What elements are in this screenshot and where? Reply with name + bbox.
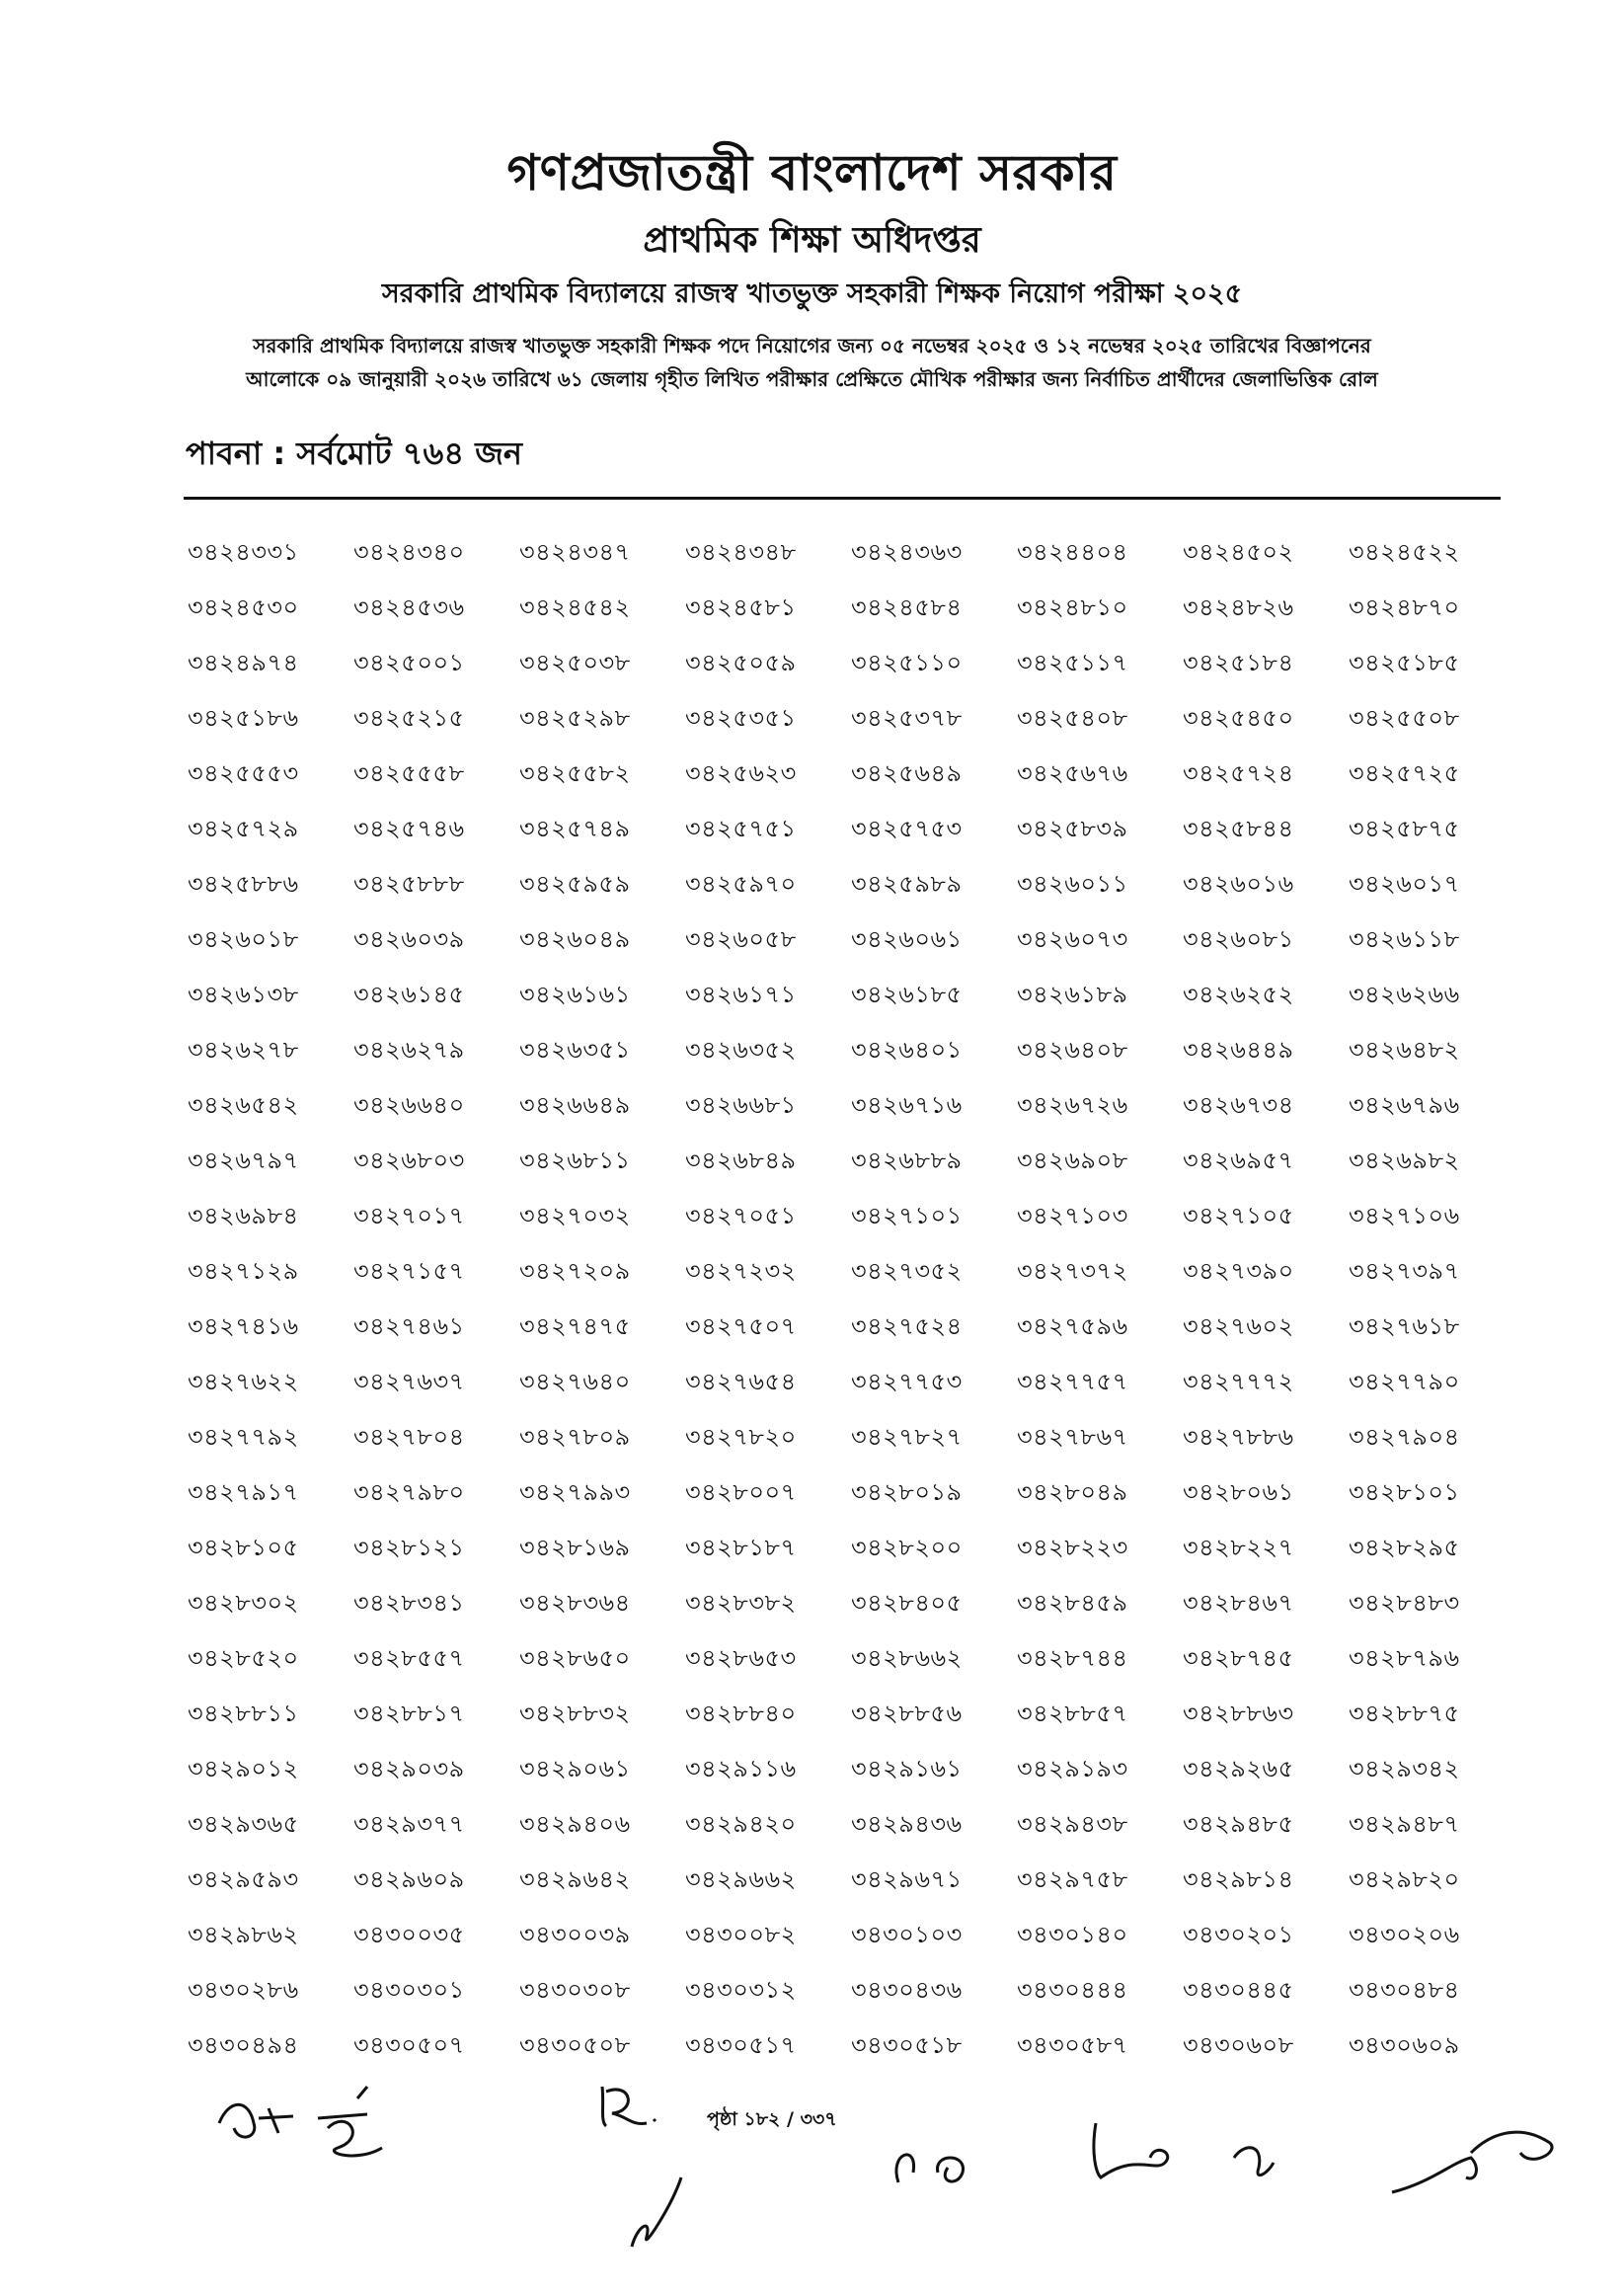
roll-number: ৩৪২৮২২৩ [1017,1534,1128,1561]
roll-number: ৩৪২৮৭৪৫ [1183,1644,1294,1672]
roll-number: ৩৪২৫২১৫ [353,704,465,732]
government-title: গণপ্রজাতন্ত্রী বাংলাদেশ সরকার [506,144,1118,201]
roll-number: ৩৪২৬০৬১ [851,925,963,953]
roll-number: ৩৪২৭৬৫৪ [685,1368,797,1395]
roll-number: ৩৪৩০১৪০ [1017,1921,1128,1948]
roll-number: ৩৪২৯৭৫৮ [1017,1865,1128,1893]
roll-number: ৩৪২৬২৫২ [1183,981,1294,1008]
roll-number: ৩৪৩০২০৬ [1349,1921,1460,1948]
roll-number: ৩৪২৫৮৪৪ [1183,815,1294,842]
roll-number: ৩৪২৮৮৩২ [519,1700,631,1727]
roll-number: ৩৪২৭৫৯৬ [1017,1312,1128,1340]
roll-number: ৩৪২৬৭২৬ [1017,1091,1128,1119]
roll-number: ৩৪২৬১৮৯ [1017,981,1128,1008]
roll-number: ৩৪২৬০১৮ [188,925,299,953]
signature-3 [622,2168,701,2256]
roll-number: ৩৪২৫০৫৯ [685,649,797,676]
roll-number: ৩৪২৭৬২২ [188,1368,299,1395]
roll-number: ৩৪২৬১৬১ [519,981,631,1008]
roll-number: ৩৪২৬৯৫৭ [1183,1147,1294,1174]
roll-number: ৩৪২৬০১১ [1017,870,1128,898]
roll-number: ৩৪২৮৩৬৪ [519,1589,631,1617]
roll-number: ৩৪২৪৫৮৪ [851,593,963,621]
roll-number: ৩৪২৮৩৮২ [685,1589,797,1617]
roll-number: ৩৪২৭১০৬ [1349,1202,1460,1229]
roll-number: ৩৪২৪৩৬৩ [851,538,963,566]
roll-number: ৩৪২৬১৮৫ [851,981,963,1008]
roll-number: ৩৪২৯০৩৯ [353,1755,465,1782]
roll-number: ৩৪২৭১৫৭ [353,1257,465,1285]
roll-number: ৩৪২৮০১৯ [851,1478,963,1506]
roll-number: ৩৪২৫৭৫৩ [851,815,963,842]
roll-number: ৩৪২৭০১৭ [353,1202,465,1229]
roll-number-grid [188,534,1501,2083]
roll-number: ৩৪৩০৩১২ [685,1976,797,2004]
roll-number: ৩৪২৮২০০ [851,1534,963,1561]
roll-number: ৩৪২৭৯১৭ [188,1478,299,1506]
roll-number: ৩৪২৮০৬১ [1183,1478,1294,1506]
roll-number: ৩৪২৯৮১৪ [1183,1865,1294,1893]
roll-number: ৩৪২৭৬১৮ [1349,1312,1460,1340]
roll-number: ৩৪৩০৪৪৫ [1183,1976,1294,2004]
roll-number: ৩৪২৯৪৮৭ [1349,1810,1460,1838]
roll-number: ৩৪২৫১১৭ [1017,649,1128,676]
roll-number: ৩৪২৭৫০৭ [685,1312,797,1340]
roll-number: ৩৪২৪৩৪৭ [519,538,631,566]
roll-number: ৩৪৩০০৮২ [685,1921,797,1948]
roll-number: ৩৪২৮০০৭ [685,1478,797,1506]
roll-number: ৩৪২৭৬৪০ [519,1368,631,1395]
roll-number: ৩৪৩০০৩৯ [519,1921,631,1948]
roll-number: ৩৪২৬২৬৬ [1349,981,1460,1008]
roll-number: ৩৪২৫৯৮৯ [851,870,963,898]
roll-number: ৩৪২৫৬৭৬ [1017,759,1128,787]
roll-number: ৩৪২৫১৮৫ [1349,649,1460,676]
roll-number: ৩৪২৪৫৪২ [519,593,631,621]
roll-number: ৩৪২৭৭৭২ [1183,1368,1294,1395]
roll-number: ৩৪২৭৮০৯ [519,1423,631,1451]
roll-number: ৩৪২৮৮৪০ [685,1700,797,1727]
roll-number: ৩৪২৬১৩৮ [188,981,299,1008]
roll-number: ৩৪২৮৮৭৫ [1349,1700,1460,1727]
roll-number: ৩৪২৭৫২৪ [851,1312,963,1340]
roll-number: ৩৪২৭৭৯২ [188,1423,299,1451]
roll-number: ৩৪২৬৭৯৬ [1349,1091,1460,1119]
roll-number: ৩৪২৯৪৩৬ [851,1810,963,1838]
exam-title: সরকারি প্রাথমিক বিদ্যালয়ে রাজস্ব খাতভুক্ত সহকারী শিক্ষক নিয়োগ পরীক্ষা ২০২৫ [381,278,1243,309]
roll-number: ৩৪৩০৩০৮ [519,1976,631,2004]
roll-number: ৩৪২৯৩৪২ [1349,1755,1460,1782]
roll-number: ৩৪২৬০৩৯ [353,925,465,953]
roll-number: ৩৪২৮৮৬৩ [1183,1700,1294,1727]
roll-number: ৩৪২৫৪০৮ [1017,704,1128,732]
roll-number: ৩৪২৭০৫১ [685,1202,797,1229]
roll-number: ৩৪২৭৮৬৭ [1017,1423,1128,1451]
roll-number: ৩৪৩০৫১৭ [685,2031,797,2059]
roll-number: ৩৪২৯০৬১ [519,1755,631,1782]
roll-number: ৩৪২৫০৩৮ [519,649,631,676]
roll-number: ৩৪২৭১২৯ [188,1257,299,1285]
heading-divider [184,497,1501,500]
roll-number: ৩৪২৫২৯৮ [519,704,631,732]
roll-number: ৩৪২৭২০৯ [519,1257,631,1285]
roll-number: ৩৪২৭৮২৭ [851,1423,963,1451]
roll-number: ৩৪২৬৮০৩ [353,1147,465,1174]
roll-number: ৩৪২৯৪০৬ [519,1810,631,1838]
roll-number: ৩৪২৮২২৭ [1183,1534,1294,1561]
roll-number: ৩৪২৮৬৬২ [851,1644,963,1672]
roll-number: ৩৪২৬২৭৯ [353,1036,465,1064]
department-title: প্রাথমিক শিক্ষা অধিদপ্তর [643,220,981,261]
roll-number: ৩৪৩০৪৪৪ [1017,1976,1128,2004]
roll-number: ৩৪৩০২০১ [1183,1921,1294,1948]
roll-number: ৩৪২৭৪১৬ [188,1312,299,1340]
roll-number: ৩৪২৬০৭৩ [1017,925,1128,953]
roll-number: ৩৪২৬৭৯৭ [188,1147,299,1174]
roll-number: ৩৪২৪৫৩৬ [353,593,465,621]
roll-number: ৩৪২৫৫০৮ [1349,704,1460,732]
roll-number: ৩৪২৯১৯৩ [1017,1755,1128,1782]
roll-number: ৩৪২৬৫৪২ [188,1091,299,1119]
roll-number: ৩৪২৫৯৭০ [685,870,797,898]
roll-number: ৩৪২৮৮১৭ [353,1700,465,1727]
roll-number: ৩৪২৮৬৫৩ [685,1644,797,1672]
roll-number: ৩৪২৮২৯৫ [1349,1534,1460,1561]
roll-number: ৩৪২৪৩৪৮ [685,538,797,566]
notice-line-1: সরকারি প্রাথমিক বিদ্যালয়ে রাজস্ব খাতভুক্ত সহকারী শিক্ষক পদে নিয়োগের জন্য ০৫ নভেম্বর ২০২৫ ও ১২ নভেম্বর ২০২৫ তারিখের বিজ্ঞাপনের [253,334,1371,357]
roll-number: ৩৪২৬৮৪৯ [685,1147,797,1174]
roll-number: ৩৪২৭৮২০ [685,1423,797,1451]
roll-number: ৩৪২৭৪৭৫ [519,1312,631,1340]
roll-number: ৩৪২৯৪৩৮ [1017,1810,1128,1838]
roll-number: ৩৪২৮০৪৯ [1017,1478,1128,1506]
roll-number: ৩৪২৯৩৭৭ [353,1810,465,1838]
roll-number: ৩৪২৬৭১৬ [851,1091,963,1119]
roll-number: ৩৪২৯৫৯৩ [188,1865,299,1893]
roll-number: ৩৪২৮১০৫ [188,1534,299,1561]
roll-number: ৩৪২৫৭৫১ [685,815,797,842]
roll-number: ৩৪২৪৫৮১ [685,593,797,621]
roll-number: ৩৪২৭৮৮৬ [1183,1423,1294,1451]
roll-number: ৩৪২৫৭৪৯ [519,815,631,842]
roll-number: ৩৪২৭৯৮০ [353,1478,465,1506]
roll-number: ৩৪২৬০১৭ [1349,870,1460,898]
signature-2 [592,2082,671,2141]
roll-number: ৩৪২৫৭২৯ [188,815,299,842]
roll-number: ৩৪২৫৩৫১ [685,704,797,732]
roll-number: ৩৪২৫১৮৬ [188,704,299,732]
roll-number: ৩৪২৮৪৫৯ [1017,1589,1128,1617]
roll-number: ৩৪৩০৪৩৬ [851,1976,963,2004]
roll-number: ৩৪২৮৭৯৬ [1349,1644,1460,1672]
roll-number: ৩৪২৮১৬৯ [519,1534,631,1561]
roll-number: ৩৪২৬৪৮২ [1349,1036,1460,1064]
roll-number: ৩৪২৫৫৮২ [519,759,631,787]
roll-number: ৩৪২৬২৭৮ [188,1036,299,1064]
roll-number: ৩৪২৫৬২৩ [685,759,797,787]
roll-number: ৩৪২৪৩৩১ [188,538,299,566]
roll-number: ৩৪২৭৩৯০ [1183,1257,1294,1285]
roll-number: ৩৪২৫৭২৫ [1349,759,1460,787]
roll-number: ৩৪২৮৩০২ [188,1589,299,1617]
roll-number: ৩৪২৭৭৫৭ [1017,1368,1128,1395]
roll-number: ৩৪২৯৮২০ [1349,1865,1460,1893]
roll-number: ৩৪২৯৬৬২ [685,1865,797,1893]
roll-number: ৩৪৩০৫০৮ [519,2031,631,2059]
roll-number: ৩৪২৬০৫৮ [685,925,797,953]
roll-number: ৩৪২৭১০১ [851,1202,963,1229]
roll-number: ৩৪২৬৬৪০ [353,1091,465,1119]
roll-number: ৩৪৩০৫১৮ [851,2031,963,2059]
roll-number: ৩৪২৪৩৪০ [353,538,465,566]
roll-number: ৩৪২৯৪৮৫ [1183,1810,1294,1838]
roll-number: ৩৪৩০৪৯৪ [188,2031,299,2059]
roll-number: ৩৪২৬০৪৯ [519,925,631,953]
roll-number: ৩৪২৭৮০৪ [353,1423,465,1451]
roll-number: ৩৪২৬৯০৮ [1017,1147,1128,1174]
roll-number: ৩৪২৭৭৫৩ [851,1368,963,1395]
roll-number: ৩৪২৯৮৬২ [188,1921,299,1948]
roll-number: ৩৪৩০১০৩ [851,1921,963,1948]
roll-number: ৩৪৩০০৩৫ [353,1921,465,1948]
roll-number: ৩৪২৮৬৫০ [519,1644,631,1672]
roll-number: ৩৪৩০৫০৭ [353,2031,465,2059]
roll-number: ৩৪২৪৫২২ [1349,538,1460,566]
roll-number: ৩৪২৬৬৪৯ [519,1091,631,1119]
roll-number: ৩৪৩০৬০৯ [1349,2031,1460,2059]
district-heading: পাবনা : সর্বমোট ৭৬৪ জন [186,435,522,472]
roll-number: ৩৪২৫৭২৪ [1183,759,1294,787]
roll-number: ৩৪২৮৮১১ [188,1700,299,1727]
roll-number: ৩৪২৫৯৫৯ [519,870,631,898]
roll-number: ৩৪২৭৯৯৩ [519,1478,631,1506]
roll-number: ৩৪২৭৩৯৭ [1349,1257,1460,1285]
roll-number: ৩৪২৮৮৫৬ [851,1700,963,1727]
roll-number: ৩৪২৯১১৬ [685,1755,797,1782]
roll-number: ৩৪২৯৬৭১ [851,1865,963,1893]
signature-4 [879,2113,1589,2212]
roll-number: ৩৪২৬১৭১ [685,981,797,1008]
roll-number: ৩৪২৮৪০৫ [851,1589,963,1617]
roll-number: ৩৪২৪৮৭০ [1349,593,1460,621]
roll-number: ৩৪২৬৯৮৪ [188,1202,299,1229]
roll-number: ৩৪২৯০১২ [188,1755,299,1782]
roll-number: ৩৪২৮৪৬৭ [1183,1589,1294,1617]
roll-number: ৩৪২৭২৩২ [685,1257,797,1285]
roll-number: ৩৪২৫০০১ [353,649,465,676]
roll-number: ৩৪২৬৭৩৪ [1183,1091,1294,1119]
roll-number: ৩৪২৫১১০ [851,649,963,676]
roll-number: ৩৪২৬১৪৫ [353,981,465,1008]
roll-number: ৩৪২৪৯৭৪ [188,649,299,676]
roll-number: ৩৪২৬০৮১ [1183,925,1294,953]
roll-number: ৩৪২৪৪০৪ [1017,538,1128,566]
roll-number: ৩৪২৬১১৮ [1349,925,1460,953]
roll-number: ৩৪২৮১০১ [1349,1478,1460,1506]
roll-number: ৩৪২৯৩৬৫ [188,1810,299,1838]
roll-number: ৩৪২৬০১৬ [1183,870,1294,898]
roll-number: ৩৪২৭৬৩৭ [353,1368,465,1395]
roll-number: ৩৪২৭৭৯০ [1349,1368,1460,1395]
roll-number: ৩৪২৬৬৮১ [685,1091,797,1119]
roll-number: ৩৪২৭১০৫ [1183,1202,1294,1229]
roll-number: ৩৪২৫৮৮৮ [353,870,465,898]
roll-number: ৩৪২৮১২১ [353,1534,465,1561]
roll-number: ৩৪২৫৭৪৬ [353,815,465,842]
roll-number: ৩৪২৬৮১১ [519,1147,631,1174]
roll-number: ৩৪২৯২৬৫ [1183,1755,1294,1782]
roll-number: ৩৪২৫১৮৪ [1183,649,1294,676]
roll-number: ৩৪২৪৫৩০ [188,593,299,621]
page-number: পৃষ্ঠা ১৮২ / ৩৩৭ [707,2108,837,2130]
roll-number: ৩৪২৮৫২০ [188,1644,299,1672]
roll-number: ৩৪২৮৮৫৭ [1017,1700,1128,1727]
roll-number: ৩৪২৬৪০১ [851,1036,963,1064]
roll-number: ৩৪২৫৮৩৯ [1017,815,1128,842]
roll-number: ৩৪৩০৩০১ [353,1976,465,2004]
roll-number: ৩৪২৪৫০২ [1183,538,1294,566]
roll-number: ৩৪২৯১৬১ [851,1755,963,1782]
roll-number: ৩৪২৫৮৭৫ [1349,815,1460,842]
roll-number: ৩৪২৬৯৮২ [1349,1147,1460,1174]
roll-number: ৩৪৩০৪৮৪ [1349,1976,1460,2004]
roll-number: ৩৪২৮৩৪১ [353,1589,465,1617]
roll-number: ৩৪২৭৪৬১ [353,1312,465,1340]
roll-number: ৩৪২৫৫৫৮ [353,759,465,787]
roll-number: ৩৪২৬৪৪৯ [1183,1036,1294,1064]
roll-number: ৩৪২৭৩৫২ [851,1257,963,1285]
notice-description [183,329,1441,396]
roll-number: ৩৪২৫৬৪৯ [851,759,963,787]
roll-number: ৩৪৩০২৮৬ [188,1976,299,2004]
roll-number: ৩৪২৬৩৫১ [519,1036,631,1064]
roll-number: ৩৪২৬৩৫২ [685,1036,797,1064]
roll-number: ৩৪২৬৪০৮ [1017,1036,1128,1064]
roll-number: ৩৪২৫৮৮৬ [188,870,299,898]
roll-number: ৩৪২৮৪৮৩ [1349,1589,1460,1617]
roll-number: ৩৪২৫৪৫০ [1183,704,1294,732]
roll-number: ৩৪৩০৫৮৭ [1017,2031,1128,2059]
roll-number: ৩৪২৭১০৩ [1017,1202,1128,1229]
roll-number: ৩৪৩০৬০৮ [1183,2031,1294,2059]
roll-number: ৩৪২৫৫৫৩ [188,759,299,787]
notice-line-2: আলোকে ০৯ জানুয়ারী ২০২৬ তারিখে ৬১ জেলায় গৃহীত লিখিত পরীক্ষার প্রেক্ষিতে মৌখিক পরীক্ষার জন্য নির্বাচিত প্রার্থীদের জেলাভিত্তিক রোল [246,367,1378,391]
roll-number: ৩৪২৪৮১০ [1017,593,1128,621]
roll-number: ৩৪২৬৮৮৯ [851,1147,963,1174]
roll-number: ৩৪২৯৬০৯ [353,1865,465,1893]
roll-number: ৩৪২৮৫৫৭ [353,1644,465,1672]
roll-number: ৩৪২৯৬৪২ [519,1865,631,1893]
roll-number: ৩৪২৪৮২৬ [1183,593,1294,621]
roll-number: ৩৪২৯৪২০ [685,1810,797,1838]
roll-number: ৩৪২৮৭৪৪ [1017,1644,1128,1672]
roll-number: ৩৪২৮১৮৭ [685,1534,797,1561]
signature-1 [209,2079,407,2168]
roll-number: ৩৪২৭০৩২ [519,1202,631,1229]
roll-number: ৩৪২৭৯০৪ [1349,1423,1460,1451]
roll-number: ৩৪২৭৬০২ [1183,1312,1294,1340]
roll-number: ৩৪২৭৩৭২ [1017,1257,1128,1285]
roll-number: ৩৪২৫৩৭৮ [851,704,963,732]
